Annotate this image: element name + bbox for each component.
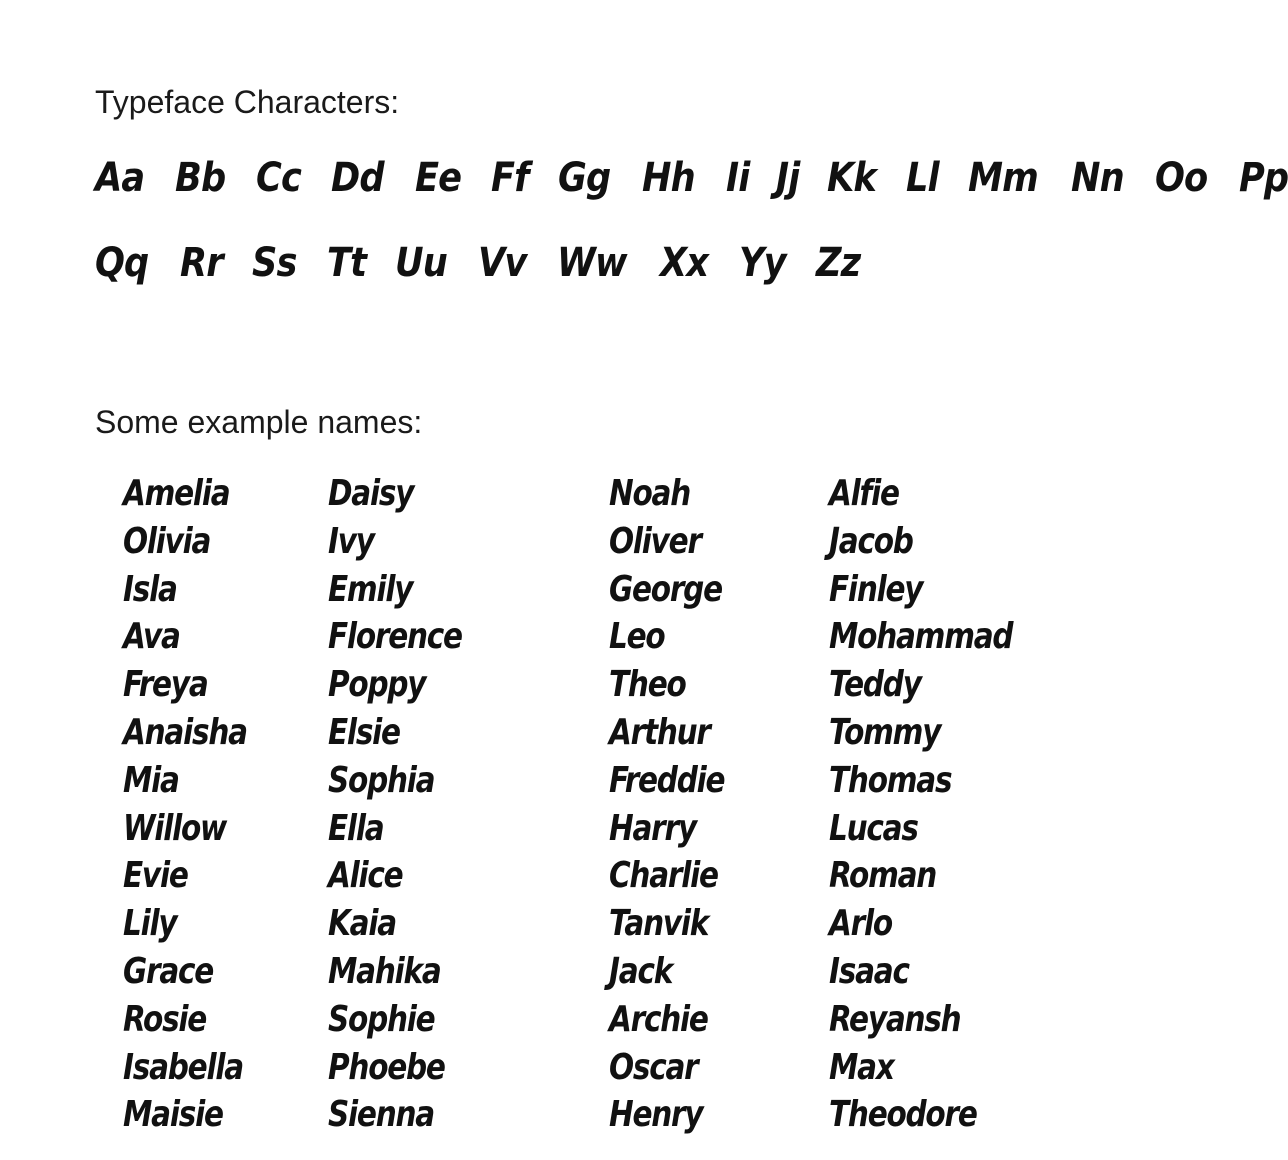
alphabet-pair: Nn xyxy=(1071,155,1124,201)
name-item: Lucas xyxy=(829,807,918,849)
name-item: Willow xyxy=(123,807,227,849)
alphabet-pair: Uu xyxy=(395,240,448,286)
alphabet-pair: Ee xyxy=(415,155,462,201)
name-item: Grace xyxy=(123,950,214,992)
alphabet-pair: Cc xyxy=(256,155,302,201)
name-item: Amelia xyxy=(123,473,230,514)
alphabet-pair: Oo xyxy=(1155,155,1208,201)
name-item: Elsie xyxy=(328,711,400,753)
name-item: Phoebe xyxy=(328,1046,445,1088)
names-column-4 xyxy=(829,470,1053,1139)
alphabet-pair: Dd xyxy=(331,155,384,201)
alphabet-pair: Ll xyxy=(906,155,940,201)
alphabet-row-2 xyxy=(95,240,1115,286)
name-item: Teddy xyxy=(829,664,921,706)
name-item: Archie xyxy=(609,998,708,1040)
name-item: Oliver xyxy=(609,520,701,562)
name-item: Arthur xyxy=(609,711,710,753)
alphabet-pair: Bb xyxy=(174,155,226,201)
name-item: Poppy xyxy=(328,664,426,706)
name-item: Maisie xyxy=(123,1094,223,1136)
name-item: Oscar xyxy=(609,1046,698,1088)
name-item: Sophie xyxy=(328,998,435,1040)
name-item: Kaia xyxy=(328,903,396,945)
names-column-2 xyxy=(328,470,491,1139)
alphabet-pair: Xx xyxy=(660,240,709,286)
alphabet-pair: Kk xyxy=(826,155,876,201)
alphabet-pair: Gg xyxy=(558,155,611,201)
alphabet-pair: Zz xyxy=(815,240,861,286)
alphabet-pair: Rr xyxy=(179,240,223,286)
name-item: Theodore xyxy=(829,1094,977,1136)
alphabet-pair: Ff xyxy=(491,155,530,201)
name-item: Evie xyxy=(123,855,188,897)
alphabet-pair: Ss xyxy=(252,240,297,286)
name-item: Isabella xyxy=(123,1046,243,1088)
name-item: Tommy xyxy=(829,711,941,753)
name-item: Finley xyxy=(829,568,923,610)
name-item: Reyansh xyxy=(829,998,961,1040)
alphabet-pair: Hh xyxy=(641,155,695,201)
alphabet-pair: Tt xyxy=(326,240,366,286)
name-item: Ava xyxy=(123,616,180,658)
alphabet-pair: Yy xyxy=(738,240,786,286)
name-item: Daisy xyxy=(328,473,414,514)
name-item: George xyxy=(609,568,722,610)
name-item: Jacob xyxy=(829,520,913,562)
names-column-3 xyxy=(609,470,750,1139)
names-heading: Some example names: xyxy=(95,404,423,440)
alphabet-pair: Qq xyxy=(95,240,149,286)
name-item: Roman xyxy=(829,855,937,897)
alphabet-pair: Ww xyxy=(557,240,627,286)
name-item: Theo xyxy=(609,664,686,706)
name-item: Isaac xyxy=(829,950,909,992)
name-item: Leo xyxy=(609,616,665,658)
name-item: Tanvik xyxy=(609,903,709,945)
name-item: Ivy xyxy=(328,520,374,562)
name-item: Freddie xyxy=(609,759,725,801)
name-item: Arlo xyxy=(829,903,892,945)
typeface-heading: Typeface Characters: xyxy=(95,84,400,120)
name-item: Sienna xyxy=(328,1094,434,1136)
name-item: Mia xyxy=(123,759,179,801)
name-item: Sophia xyxy=(328,759,435,801)
name-item: Isla xyxy=(123,568,177,610)
alphabet-pair: Jj xyxy=(776,155,800,201)
name-item: Alice xyxy=(328,855,403,897)
name-item: Rosie xyxy=(123,998,207,1040)
name-item: Charlie xyxy=(609,855,718,897)
alphabet-pair: Vv xyxy=(478,240,527,286)
name-item: Anaisha xyxy=(123,711,247,753)
name-item: Jack xyxy=(609,950,673,992)
name-item: Noah xyxy=(609,473,691,514)
name-item: Emily xyxy=(328,568,413,610)
name-item: Alfie xyxy=(829,473,899,514)
alphabet-pair: Pp xyxy=(1238,155,1288,201)
name-item: Henry xyxy=(609,1094,703,1136)
names-column-1 xyxy=(123,470,274,1139)
name-item: Ella xyxy=(328,807,384,849)
name-item: Mahika xyxy=(328,950,441,992)
alphabet-pair: Ii xyxy=(725,155,750,201)
name-item: Freya xyxy=(123,664,208,706)
name-item: Florence xyxy=(328,616,462,658)
name-item: Lily xyxy=(123,903,177,945)
name-item: Harry xyxy=(609,807,696,849)
alphabet-row-1 xyxy=(95,155,1288,201)
name-item: Max xyxy=(829,1046,894,1088)
alphabet-pair: Aa xyxy=(95,155,145,201)
name-item: Mohammad xyxy=(829,616,1013,658)
name-item: Olivia xyxy=(123,520,211,562)
alphabet-pair: Mm xyxy=(967,155,1038,201)
name-item: Thomas xyxy=(829,759,952,801)
